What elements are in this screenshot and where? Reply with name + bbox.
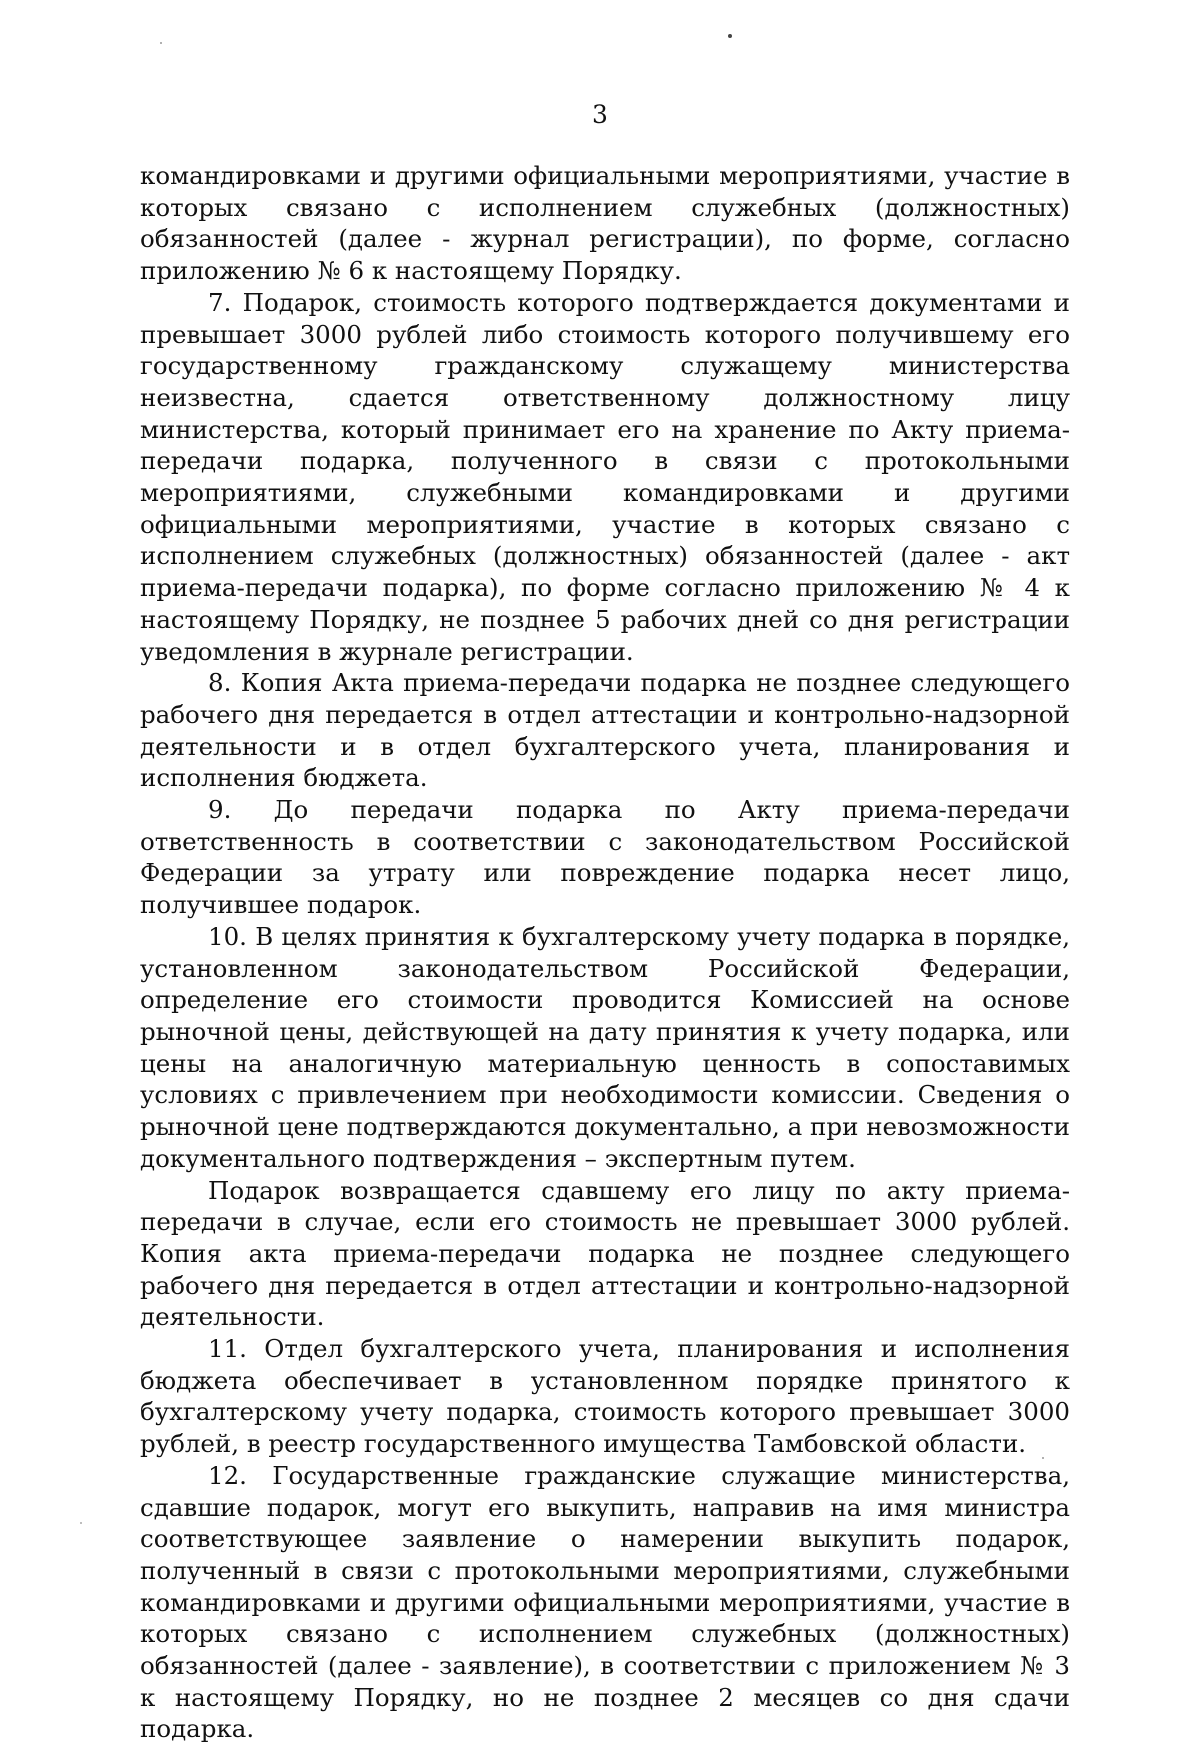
paragraph-item-8: 8. Копия Акта приема-передачи подарка не позднее следующего рабочего дня передается в отдел аттестации и контрольно-надзорной деятельности и в отдел бухгалтерского учета, планирования и исполнения бюджета. — [140, 668, 1070, 793]
scan-speck — [1042, 1457, 1044, 1459]
paragraph-item-10-return: Подарок возвращается сдавшему его лицу по акту приема-передачи в случае, если его стоимость не превышает 3000 рублей. Копия акта приема-передачи подарка не позднее следующего рабочего дня передается в отдел аттестации и контрольно-надзорной деятельности. — [140, 1175, 1070, 1332]
page-number: 3 — [592, 100, 608, 129]
paragraph-item-11: 11. Отдел бухгалтерского учета, планирования и исполнения бюджета обеспечивает в установленном порядке принятого к бухгалтерскому учету подарка, стоимость которого превышает 3000 рублей, в реестр государственного имущества Тамбовской области. — [140, 1334, 1070, 1459]
paragraph-item-12: 12. Государственные гражданские служащие министерства, сдавшие подарок, могут его выкупить, направив на имя министра соответствующее заявление о намерении выкупить подарок, полученный в связи с протокольными мероприятиями, служебными командировками и другими официальными мероприятиями, участие в которых связано с исполнением служебных (должностных) обязанностей (далее - заявление), в соответствии с приложением № 3 к настоящему Порядку, но не позднее 2 месяцев со дня сдачи подарка. — [140, 1460, 1070, 1744]
paragraph-continuation: командировками и другими официальными мероприятиями, участие в которых связано с исполнением служебных (должностных) обязанностей (далее - журнал регистрации), по форме, согласно приложению № 6 к настоящему Порядку. — [140, 161, 1070, 286]
scan-speck — [80, 1522, 82, 1524]
paragraph-item-7: 7. Подарок, стоимость которого подтверждается документами и превышает 3000 рублей либо стоимость которого получившему его государственному гражданскому служащему министерства неизвестна, сдается ответственному должностному лицу министерства, который принимает его на хранение по Акту приема-передачи подарка, полученного в связи с протокольными мероприятиями, служебными командировками и другими официальными мероприятиями, участие в которых связано с исполнением служебных (должностных) обязанностей (далее - акт приема-передачи подарка), по форме согласно приложению № 4 к настоящему Порядку, не позднее 5 рабочих дней со дня регистрации уведомления в журнале регистрации. — [140, 287, 1070, 666]
paragraph-item-9: 9. До передачи подарка по Акту приема-передачи ответственность в соответствии с законодательством Российской Федерации за утрату или повреждение подарка несет лицо, получившее подарок. — [140, 795, 1070, 920]
document-body — [140, 160, 1070, 1745]
scan-speck — [160, 42, 162, 44]
paragraph-item-10: 10. В целях принятия к бухгалтерскому учету подарка в порядке, установленном законодательством Российской Федерации, определение его стоимости проводится Комиссией на основе рыночной цены, действующей на дату принятия к учету подарка, или цены на аналогичную материальную ценность в сопоставимых условиях с привлечением при необходимости комиссии. Сведения о рыночной цене подтверждаются документально, а при невозможности документального подтверждения – экспертным путем. — [140, 921, 1070, 1173]
scan-speck — [728, 34, 732, 38]
